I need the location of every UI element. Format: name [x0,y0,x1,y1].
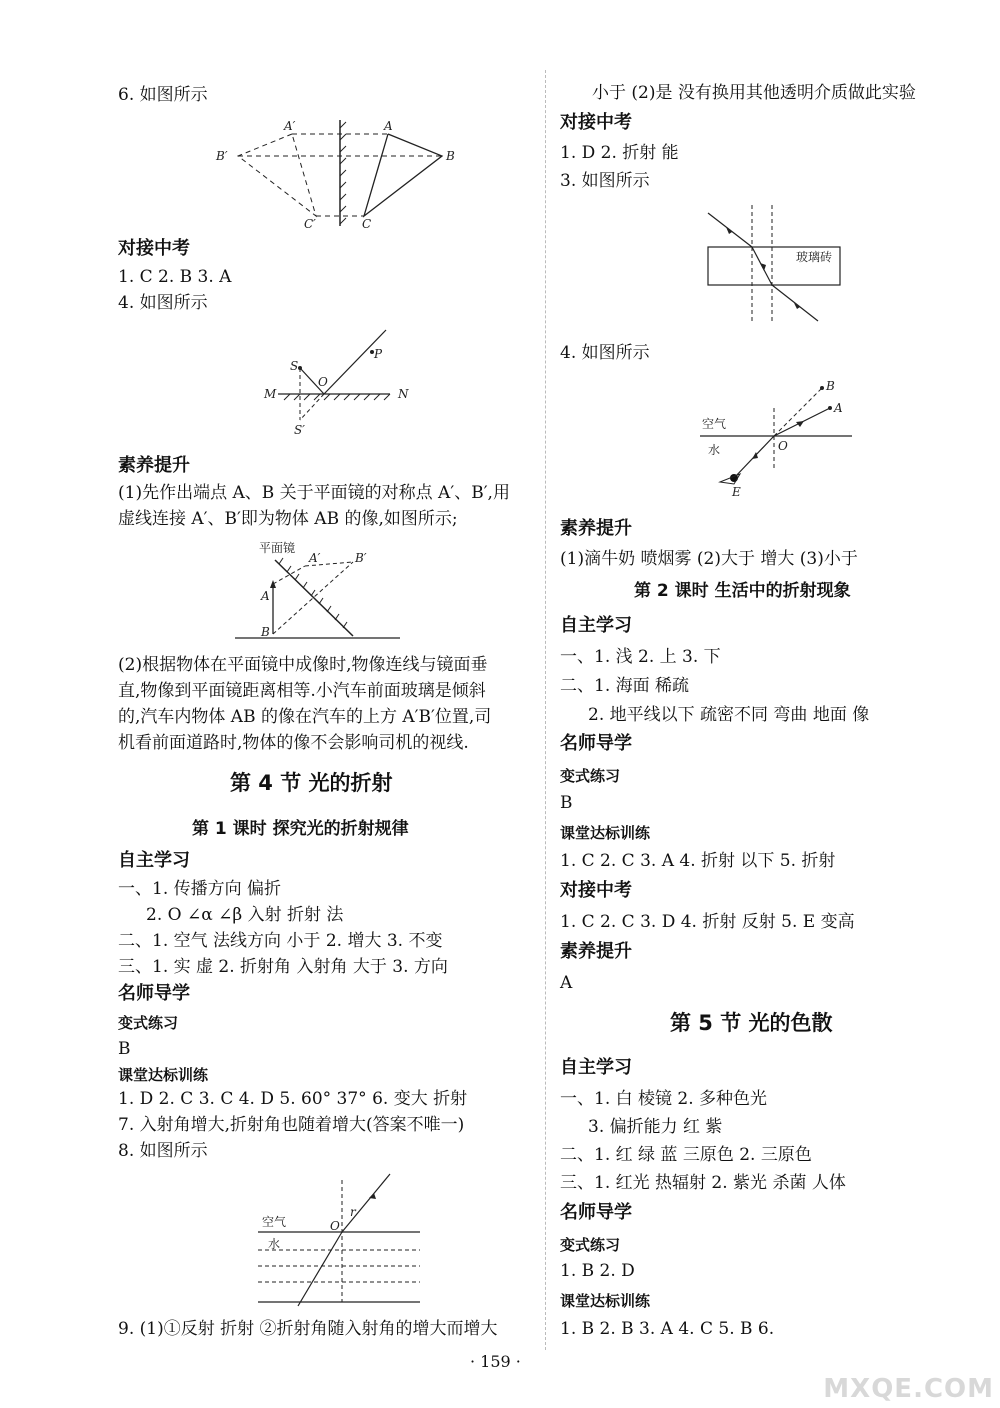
heading-zizhu-xuexi-3: 自主学习 [560,1057,632,1078]
watermark-logo: MXQE.COM [823,1374,994,1404]
zz2-line2: 二、1. 海面 稀疏 [560,676,690,696]
heading-suyang-tisheng: 素养提升 [118,455,190,476]
zz2-line1: 一、1. 浅 2. 上 3. 下 [560,647,721,667]
sy1-para2-line1: (2)根据物体在平面镜中成像时,物像连线与镜面垂 [118,655,488,675]
heading-zizhu-xuexi-2: 自主学习 [560,615,632,636]
svg-text:水: 水 [708,443,721,457]
heading-ketang-dabiao: 课堂达标训练 [118,1066,209,1084]
kt1-line4: 9. (1)①反射 折射 ②折射角随入射角的增大而增大 [118,1319,498,1339]
figure-glass-brick [700,205,850,325]
dj2-line2: 3. 如图所示 [560,171,650,191]
heading-suyang-tisheng-3: 素养提升 [560,941,632,962]
dj2-line3: 4. 如图所示 [560,343,650,363]
kt1-line3: 8. 如图所示 [118,1141,208,1161]
svg-text:A: A [834,401,843,415]
sy1-para2-line2: 直,物像到平面镜距离相等.小汽车前面玻璃是倾斜 [118,681,486,701]
svg-text:B: B [261,625,270,639]
svg-text:S′: S′ [294,423,305,437]
dj2-line1: 1. D 2. 折射 能 [560,143,679,163]
svg-text:B: B [826,379,835,393]
dj1-line1: 1. C 2. B 3. A [118,267,232,287]
heading-ketang-dabiao-2: 课堂达标训练 [560,824,651,842]
heading-bianshi-lianxi-2: 变式练习 [560,767,621,785]
svg-text:N: N [398,387,409,401]
svg-text:A′: A′ [284,119,296,133]
right-top-line: 小于 (2)是 没有换用其他透明介质做此实验 [592,83,916,103]
heading-zizhu-xuexi: 自主学习 [118,850,190,871]
svg-text:r: r [350,1205,356,1219]
svg-text:水: 水 [268,1237,281,1251]
svg-text:B: B [446,149,455,163]
zz1-line4: 三、1. 实 虚 2. 折射角 入射角 大于 3. 方向 [118,957,448,977]
figure-air-water-eye [700,378,860,500]
zz3-line1: 一、1. 白 棱镜 2. 多种色光 [560,1089,768,1109]
heading-bianshi-lianxi-3: 变式练习 [560,1236,621,1254]
svg-text:平面镜: 平面镜 [259,541,296,555]
svg-text:玻璃砖: 玻璃砖 [796,250,833,264]
dj1-line2: 4. 如图所示 [118,293,208,313]
svg-text:M: M [264,387,277,401]
svg-text:空气: 空气 [262,1215,287,1229]
q6-label: 6. 如图所示 [118,85,208,105]
figure-mirror-triangle [210,118,470,233]
sy3-answer: A [560,973,573,993]
svg-text:A: A [384,119,393,133]
heading-duijie-zhongkao-2: 对接中考 [560,112,632,133]
bs2-answer: B [560,793,573,813]
figure-car-mirror [235,540,405,645]
zz3-line4: 三、1. 红光 热辐射 2. 紫光 杀菌 人体 [560,1173,846,1193]
svg-text:C: C [362,217,372,231]
heading-suyang-tisheng-2: 素养提升 [560,518,632,539]
dj3-line1: 1. C 2. C 3. D 4. 折射 反射 5. E 变高 [560,912,855,932]
lesson-1-title: 第 1 课时 探究光的折射规律 [192,819,409,839]
svg-text:E: E [732,485,741,499]
svg-text:A: A [261,589,270,603]
svg-text:S: S [290,359,299,373]
section-5-title: 第 5 节 光的色散 [670,1011,833,1035]
section-4-title: 第 4 节 光的折射 [230,771,393,795]
svg-text:O: O [778,439,788,453]
kt2-line1: 1. C 2. C 3. A 4. 折射 以下 5. 折射 [560,851,836,871]
svg-text:B′: B′ [216,149,228,163]
heading-ketang-dabiao-3: 课堂达标训练 [560,1292,651,1310]
svg-text:空气: 空气 [702,417,727,431]
sy1-para2-line4: 机看前面道路时,物体的像不会影响司机的视线. [118,733,469,753]
sy2-line1: (1)滴牛奶 喷烟雾 (2)大于 增大 (3)小于 [560,549,858,569]
sy1-para2-line3: 的,汽车内物体 AB 的像在汽车的上方 A′B′位置,司 [118,707,492,727]
svg-text:P: P [374,347,383,361]
svg-text:O: O [330,1219,340,1233]
kt3-line1: 1. B 2. B 3. A 4. C 5. B 6. [560,1319,775,1339]
zz1-line2: 2. O ∠α ∠β 入射 折射 法 [146,905,344,925]
zz1-line1: 一、1. 传播方向 偏折 [118,879,282,899]
kt1-line2: 7. 入射角增大,折射角也随着增大(答案不唯一) [118,1115,465,1135]
zz2-line3: 2. 地平线以下 疏密不同 弯曲 地面 像 [588,705,870,725]
kt1-line1: 1. D 2. C 3. C 4. D 5. 60° 37° 6. 变大 折射 [118,1089,468,1109]
bs1-answer: B [118,1039,131,1059]
zz1-line3: 二、1. 空气 法线方向 小于 2. 增大 3. 不变 [118,931,443,951]
heading-mingshi-daoxue-3: 名师导学 [560,1202,632,1223]
svg-text:C′: C′ [304,217,316,231]
zz3-line2: 3. 偏折能力 红 紫 [588,1117,723,1137]
column-divider [545,70,546,1350]
heading-duijie-zhongkao-3: 对接中考 [560,880,632,901]
heading-bianshi-lianxi: 变式练习 [118,1014,179,1032]
bs3-answer: 1. B 2. D [560,1261,635,1281]
zz3-line3: 二、1. 红 绿 蓝 三原色 2. 三原色 [560,1145,812,1165]
figure-reflection-sp [260,322,420,442]
heading-mingshi-daoxue: 名师导学 [118,983,190,1004]
sy1-para1-line2: 虚线连接 A′、B′即为物体 AB 的像,如图所示; [118,509,458,529]
lesson-2-title: 第 2 课时 生活中的折射现象 [634,581,851,601]
heading-mingshi-daoxue-2: 名师导学 [560,733,632,754]
figure-refraction-water [258,1170,428,1310]
page-number: · 159 · [470,1352,521,1371]
svg-text:O: O [318,375,328,389]
svg-text:A′: A′ [309,551,321,565]
svg-text:B′: B′ [355,551,367,565]
sy1-para1-line1: (1)先作出端点 A、B 关于平面镜的对称点 A′、B′,用 [118,483,510,503]
heading-duijie-zhongkao: 对接中考 [118,238,190,259]
